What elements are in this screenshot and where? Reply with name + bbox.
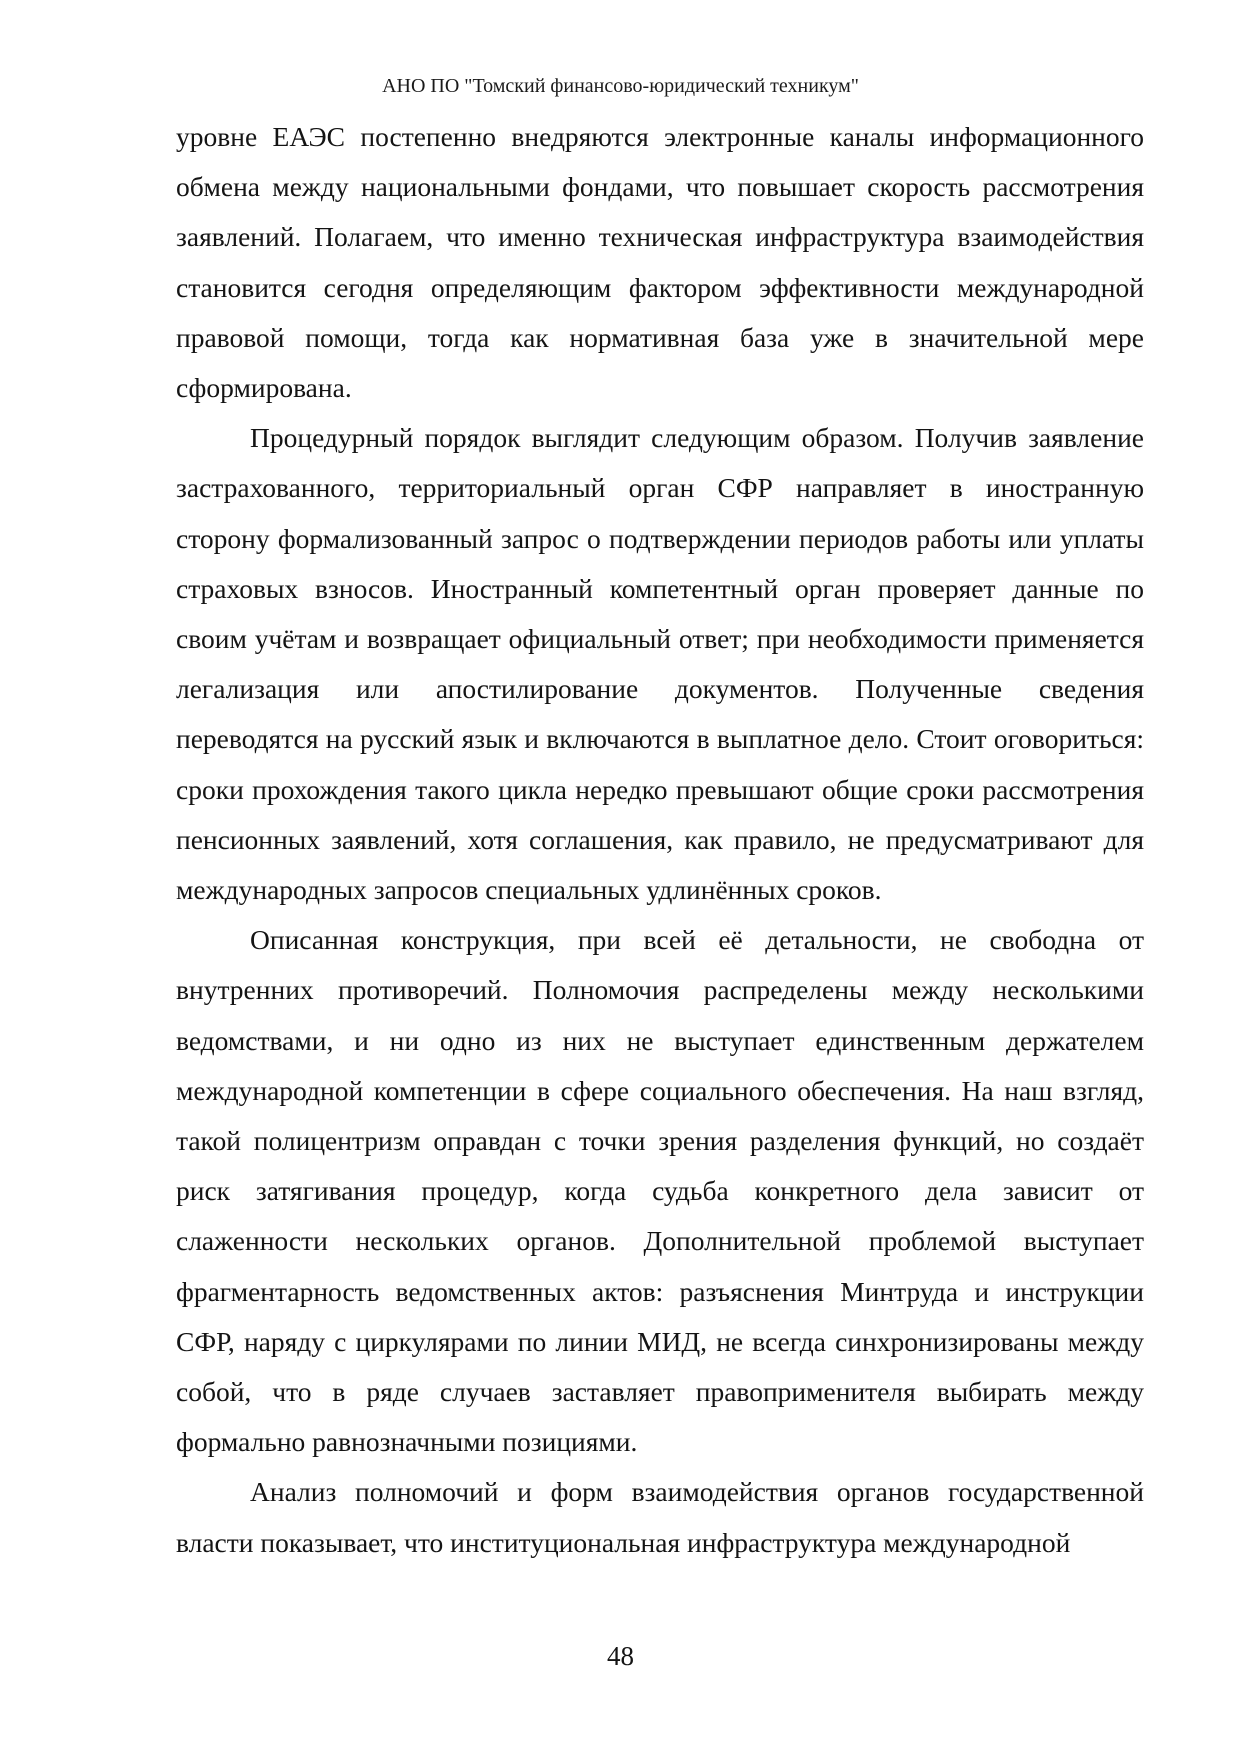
page-number: 48 [607, 1641, 634, 1671]
running-header: АНО ПО "Томский финансово-юридический техникум" [382, 75, 859, 97]
paragraph-procedure: Процедурный порядок выглядит следующим образом. Получив заявление застрахованного, территориальный орган СФР направляет в иностранную сторону формализованный запрос о подтверждении периодов работы или уплаты страховых взносов. Иностранный компетентный орган проверяет данные по своим учётам и возвращает официальный ответ; при необходимости применяется легализация или апостилирование документов. Полученные сведения переводятся на русский язык и включаются в выплатное дело. Стоит оговориться: сроки прохождения такого цикла нередко превышают общие сроки рассмотрения пенсионных заявлений, хотя соглашения, как правило, не предусматривают для международных запросов специальных удлинённых сроков. [176, 422, 1144, 906]
paragraph-analysis: Анализ полномочий и форм взаимодействия органов государственной власти показывает, что институциональная инфраструктура международной [176, 1476, 1144, 1558]
paragraph-continuation: уровне ЕАЭС постепенно внедряются электронные каналы информационного обмена между национальными фондами, что повышает скорость рассмотрения заявлений. Полагаем, что именно техническая инфраструктура взаимодействия становится сегодня определяющим фактором эффективности международной правовой помощи, тогда как нормативная база уже в значительной мере сформирована. [176, 121, 1144, 404]
paragraph-contradictions: Описанная конструкция, при всей её детальности, не свободна от внутренних противоречий. Полномочия распределены между несколькими ведомствами, и ни одно из них не выступает единственным держателем международной компетенции в сфере социального обеспечения. На наш взгляд, такой полицентризм оправдан с точки зрения разделения функций, но создаёт риск затягивания процедур, когда судьба конкретного дела зависит от слаженности нескольких органов. Дополнительной проблемой выступает фрагментарность ведомственных актов: разъяснения Минтруда и инструкции СФР, наряду с циркулярами по линии МИД, не всегда синхронизированы между собой, что в ряде случаев заставляет правоприменителя выбирать между формально равнозначными позициями. [176, 924, 1144, 1458]
body-text [176, 112, 1144, 1568]
